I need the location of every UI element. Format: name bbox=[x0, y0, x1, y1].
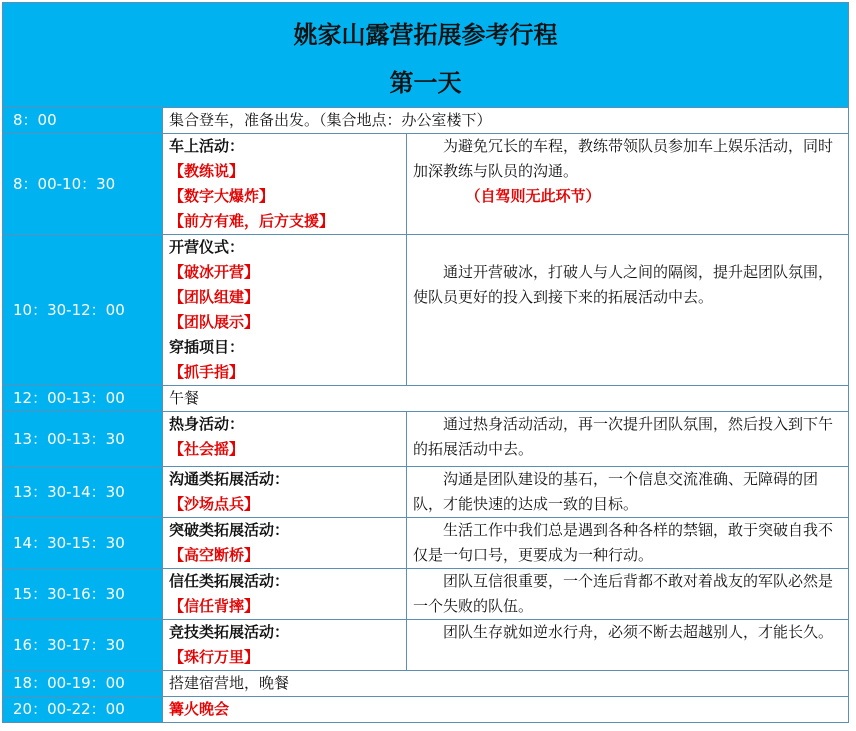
day-heading: 第一天 bbox=[389, 68, 462, 97]
time-cell: 12：00-13：00 bbox=[3, 386, 163, 412]
activity-note: （自驾则无此环节） bbox=[465, 187, 601, 205]
description-cell bbox=[407, 467, 849, 518]
activity-category: 突破类拓展活动： bbox=[169, 521, 290, 539]
activity-item: 【前方有难，后方支援】 bbox=[169, 212, 335, 230]
activity-description: 通过开营破冰，打破人与人之间的隔阂，提升起团队氛围，使队员更好的投入到接下来的拓展活动中去。 bbox=[413, 263, 834, 306]
activity-text: 搭建宿营地，晚餐 bbox=[169, 674, 290, 692]
schedule-row bbox=[3, 412, 849, 467]
schedule-row bbox=[3, 386, 849, 412]
description-cell bbox=[407, 569, 849, 620]
activity-cell bbox=[163, 518, 407, 569]
activity-cell bbox=[163, 412, 407, 467]
itinerary-table bbox=[2, 2, 849, 723]
activity-category: 信任类拓展活动： bbox=[169, 572, 290, 590]
time-cell: 16：30-17：30 bbox=[3, 620, 163, 671]
schedule-row bbox=[3, 467, 849, 518]
schedule-row bbox=[3, 108, 849, 134]
activity-item: 【团队展示】 bbox=[169, 313, 260, 331]
time-cell: 10：30-12：00 bbox=[3, 235, 163, 386]
activity-item: 【珠行万里】 bbox=[169, 648, 260, 666]
time-cell: 14：30-15：30 bbox=[3, 518, 163, 569]
activity-cell bbox=[163, 671, 849, 697]
activity-description: 通过热身活动活动，再一次提升团队氛围，然后投入到下午的拓展活动中去。 bbox=[413, 415, 834, 458]
title-cell bbox=[3, 3, 849, 108]
time-cell: 20：00-22：00 bbox=[3, 697, 163, 723]
activity-description: 团队互信很重要，一个连后背都不敢对着战友的军队必然是一个失败的队伍。 bbox=[413, 572, 834, 615]
activity-cell bbox=[163, 134, 407, 235]
schedule-row bbox=[3, 134, 849, 235]
activity-item: 【团队组建】 bbox=[169, 288, 260, 306]
activity-cell bbox=[163, 235, 407, 386]
activity-category: 车上活动： bbox=[169, 137, 245, 155]
page-title: 姚家山露营拓展参考行程 bbox=[293, 20, 558, 49]
schedule-row bbox=[3, 569, 849, 620]
time-cell: 8：00-10：30 bbox=[3, 134, 163, 235]
description-cell bbox=[407, 518, 849, 569]
activity-item: 【数字大爆炸】 bbox=[169, 187, 275, 205]
activity-item: 【信任背摔】 bbox=[169, 597, 260, 615]
schedule-row bbox=[3, 235, 849, 386]
activity-item: 【破冰开营】 bbox=[169, 263, 260, 281]
description-cell bbox=[407, 235, 849, 386]
activity-cell bbox=[163, 467, 407, 518]
time-cell: 13：30-14：30 bbox=[3, 467, 163, 518]
schedule-row bbox=[3, 620, 849, 671]
activity-text: 篝火晚会 bbox=[169, 700, 230, 718]
activity-item: 【教练说】 bbox=[169, 162, 245, 180]
activity-category: 穿插项目： bbox=[169, 338, 245, 356]
activity-item: 【社会摇】 bbox=[169, 440, 245, 458]
activity-cell bbox=[163, 620, 407, 671]
activity-item: 【高空断桥】 bbox=[169, 546, 260, 564]
schedule-row bbox=[3, 518, 849, 569]
activity-description: 团队生存就如逆水行舟，必须不断去超越别人，才能长久。 bbox=[443, 623, 834, 641]
activity-cell bbox=[163, 569, 407, 620]
activity-category: 热身活动： bbox=[169, 415, 245, 433]
schedule-row bbox=[3, 671, 849, 697]
time-cell: 13：00-13：30 bbox=[3, 412, 163, 467]
title-row bbox=[3, 3, 849, 108]
activity-item: 【抓手指】 bbox=[169, 363, 245, 381]
activity-description: 为避免冗长的车程，教练带领队员参加车上娱乐活动，同时加深教练与队员的沟通。 bbox=[413, 137, 834, 180]
activity-category: 开营仪式： bbox=[169, 238, 245, 256]
activity-text: 午餐 bbox=[169, 389, 200, 407]
time-cell: 8：00 bbox=[3, 108, 163, 134]
description-cell bbox=[407, 620, 849, 671]
activity-description: 沟通是团队建设的基石，一个信息交流准确、无障碍的团队，才能快速的达成一致的目标。 bbox=[413, 470, 819, 513]
activity-cell bbox=[163, 108, 849, 134]
time-cell: 18：00-19：00 bbox=[3, 671, 163, 697]
schedule-row bbox=[3, 697, 849, 723]
activity-item: 【沙场点兵】 bbox=[169, 495, 260, 513]
activity-cell bbox=[163, 697, 849, 723]
time-cell: 15：30-16：30 bbox=[3, 569, 163, 620]
activity-cell bbox=[163, 386, 849, 412]
description-cell bbox=[407, 412, 849, 467]
activity-text: 集合登车，准备出发。（集合地点：办公室楼下） bbox=[169, 111, 492, 129]
description-cell bbox=[407, 134, 849, 235]
activity-category: 沟通类拓展活动： bbox=[169, 470, 290, 488]
activity-category: 竞技类拓展活动： bbox=[169, 623, 290, 641]
activity-description: 生活工作中我们总是遇到各种各样的禁锢，敢于突破自我不仅是一句口号，更要成为一种行动。 bbox=[413, 521, 834, 564]
